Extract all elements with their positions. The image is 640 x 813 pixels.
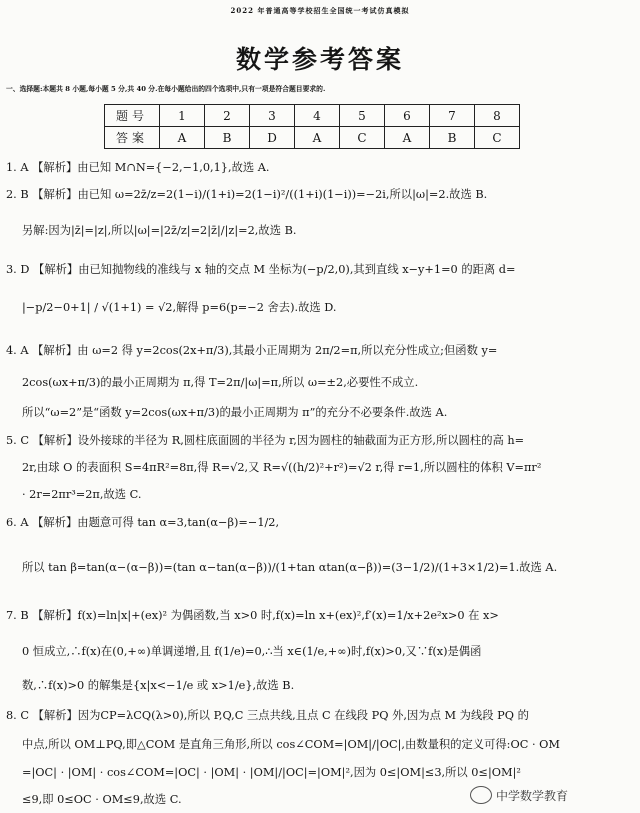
solution-7-line: 0 恒成立,∴f(x)在(0,+∞)单调递增,且 f(1/e)=0,∴当 x∈(1/e,+∞)时,f(x)>0,又∵f(x)是偶函 — [22, 645, 482, 658]
table-cell: 1 — [160, 105, 205, 127]
solution-5-line: · 2r=2πr³=2π,故选 C. — [22, 488, 142, 501]
answer-key-title: 数学参考答案 — [235, 45, 404, 74]
solution-5-line: 5. C 【解析】设外接球的半径为 R,圆柱底面圆的半径为 r,因为圆柱的轴截面为正方形,所以圆柱的高 h= — [6, 434, 525, 447]
row-label-answer: 答案 — [105, 127, 160, 149]
exam-title: 2022 年普通高等学校招生全国统一考试仿真模拟 — [230, 6, 410, 15]
solution-3-line: 3. D 【解析】由已知抛物线的准线与 x 轴的交点 M 坐标为(−p/2,0),其到直线 x−y+1=0 的距离 d= — [6, 263, 516, 276]
table-cell: 8 — [475, 105, 520, 127]
table-cell: 4 — [295, 105, 340, 127]
solution-8-line: 中点,所以 OM⊥PQ,即△COM 是直角三角形,所以 cos∠COM=|OM|/|OC|,由数量积的定义可得:OC · OM — [22, 738, 560, 751]
table-cell: A — [160, 127, 205, 149]
table-cell: A — [385, 127, 430, 149]
table-cell: D — [250, 127, 295, 149]
table-cell: B — [205, 127, 250, 149]
section-heading: 一、选择题:本题共 8 小题,每小题 5 分,共 40 分.在每小题给出的四个选项中,只有一项是符合题目要求的. — [6, 85, 326, 93]
table-cell: 3 — [250, 105, 295, 127]
solution-3-line: |−p/2−0+1| / √(1+1) = √2,解得 p=6(p=−2 舍去).故选 D. — [22, 301, 337, 314]
table-cell: 7 — [430, 105, 475, 127]
solution-4-line: 4. A 【解析】由 ω=2 得 y=2cos(2x+π/3),其最小正周期为 2π/2=π,所以充分性成立;但函数 y= — [6, 344, 498, 357]
table-cell: C — [340, 127, 385, 149]
solution-7-line: 数,∴f(x)>0 的解集是{x|x<−1/e 或 x>1/e},故选 B. — [22, 679, 295, 692]
table-cell: 5 — [340, 105, 385, 127]
solution-7-line: 7. B 【解析】f(x)=ln|x|+(ex)² 为偶函数,当 x>0 时,f(x)=ln x+(ex)²,f′(x)=1/x+2e²x>0 在 x> — [6, 609, 499, 622]
wechat-icon — [470, 786, 492, 804]
solution-2-alt-line: 另解:因为|z̄|=|z|,所以|ω|=|2z̄/z|=2|z̄|/|z|=2,故选 B. — [22, 224, 297, 237]
table-cell: B — [430, 127, 475, 149]
watermark — [470, 786, 568, 804]
solution-5-line: 2r,由球 O 的表面积 S=4πR²=8π,得 R=√2,又 R=√((h/2)²+r²)=√2 r,得 r=1,所以圆柱的体积 V=πr² — [22, 461, 542, 474]
solution-6-line: 6. A 【解析】由题意可得 tan α=3,tan(α−β)=−1/2, — [6, 516, 280, 529]
solution-2-line: 2. B 【解析】由已知 ω=2z̄/z=2(1−i)/(1+i)=2(1−i)²/((1+i)(1−i))=−2i,所以|ω|=2.故选 B. — [6, 188, 488, 201]
solution-8-line: 8. C 【解析】因为CP=λCQ(λ>0),所以 P,Q,C 三点共线,且点 C 在线段 PQ 外,因为点 M 为线段 PQ 的 — [6, 709, 529, 722]
solution-1-line: 1. A 【解析】由已知 M∩N={−2,−1,0,1},故选 A. — [6, 161, 270, 174]
answer-table — [104, 104, 520, 149]
solution-4-line: 2cos(ωx+π/3)的最小正周期为 π,得 T=2π/|ω|=π,所以 ω=±2,必要性不成立. — [22, 376, 419, 389]
table-cell: 2 — [205, 105, 250, 127]
solution-4-line: 所以“ω=2”是“函数 y=2cos(ωx+π/3)的最小正周期为 π”的充分不必要条件.故选 A. — [22, 406, 448, 419]
row-label-question: 题号 — [105, 105, 160, 127]
answer-row — [105, 127, 520, 149]
watermark-text: 中学数学教育 — [496, 788, 569, 803]
question-number-row — [105, 105, 520, 127]
table-cell: 6 — [385, 105, 430, 127]
solution-8-line: =|OC| · |OM| · cos∠COM=|OC| · |OM| · |OM|/|OC|=|OM|²,因为 0≤|OM|≤3,所以 0≤|OM|² — [22, 766, 521, 779]
solution-8-line: ≤9,即 0≤OC · OM≤9,故选 C. — [22, 793, 182, 806]
solution-6-line: 所以 tan β=tan(α−(α−β))=(tan α−tan(α−β))/(1+tan αtan(α−β))=(3−1/2)/(1+3×1/2)=1.故选 A. — [22, 561, 558, 574]
table-cell: A — [295, 127, 340, 149]
table-cell: C — [475, 127, 520, 149]
